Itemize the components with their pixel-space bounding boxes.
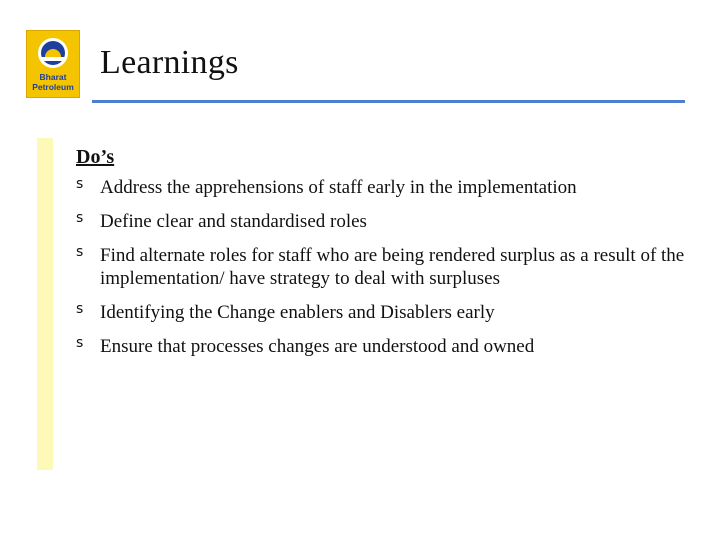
page-title: Learnings <box>100 44 239 81</box>
logo-text-line2: Petroleum <box>32 82 74 92</box>
bullet-marker: s <box>76 335 84 351</box>
bullet-text: Identifying the Change enablers and Disablers early <box>100 302 495 323</box>
logo-text-line1: Bharat <box>39 72 67 82</box>
bullet-list <box>76 176 688 369</box>
bullet-item <box>76 244 688 290</box>
title-underline <box>92 100 685 103</box>
bullet-text: Ensure that processes changes are understood and owned <box>100 336 535 357</box>
bullet-marker: s <box>76 301 84 317</box>
bullet-item <box>76 176 688 199</box>
bullet-text: Define clear and standardised roles <box>100 211 367 232</box>
bullet-marker: s <box>76 210 84 226</box>
bullet-item <box>76 301 688 324</box>
side-accent-bar <box>37 138 53 470</box>
bullet-item <box>76 335 688 358</box>
bullet-marker: s <box>76 244 84 260</box>
bullet-text: Address the apprehensions of staff early in the implementation <box>100 177 577 198</box>
bullet-item <box>76 210 688 233</box>
bullet-marker: s <box>76 176 84 192</box>
bullet-text: Find alternate roles for staff who are being rendered surplus as a result of the implementation/ have strategy to deal with surpluses <box>100 245 685 289</box>
section-heading-dos: Do’s <box>76 146 115 168</box>
bharat-petroleum-logo <box>26 30 80 98</box>
